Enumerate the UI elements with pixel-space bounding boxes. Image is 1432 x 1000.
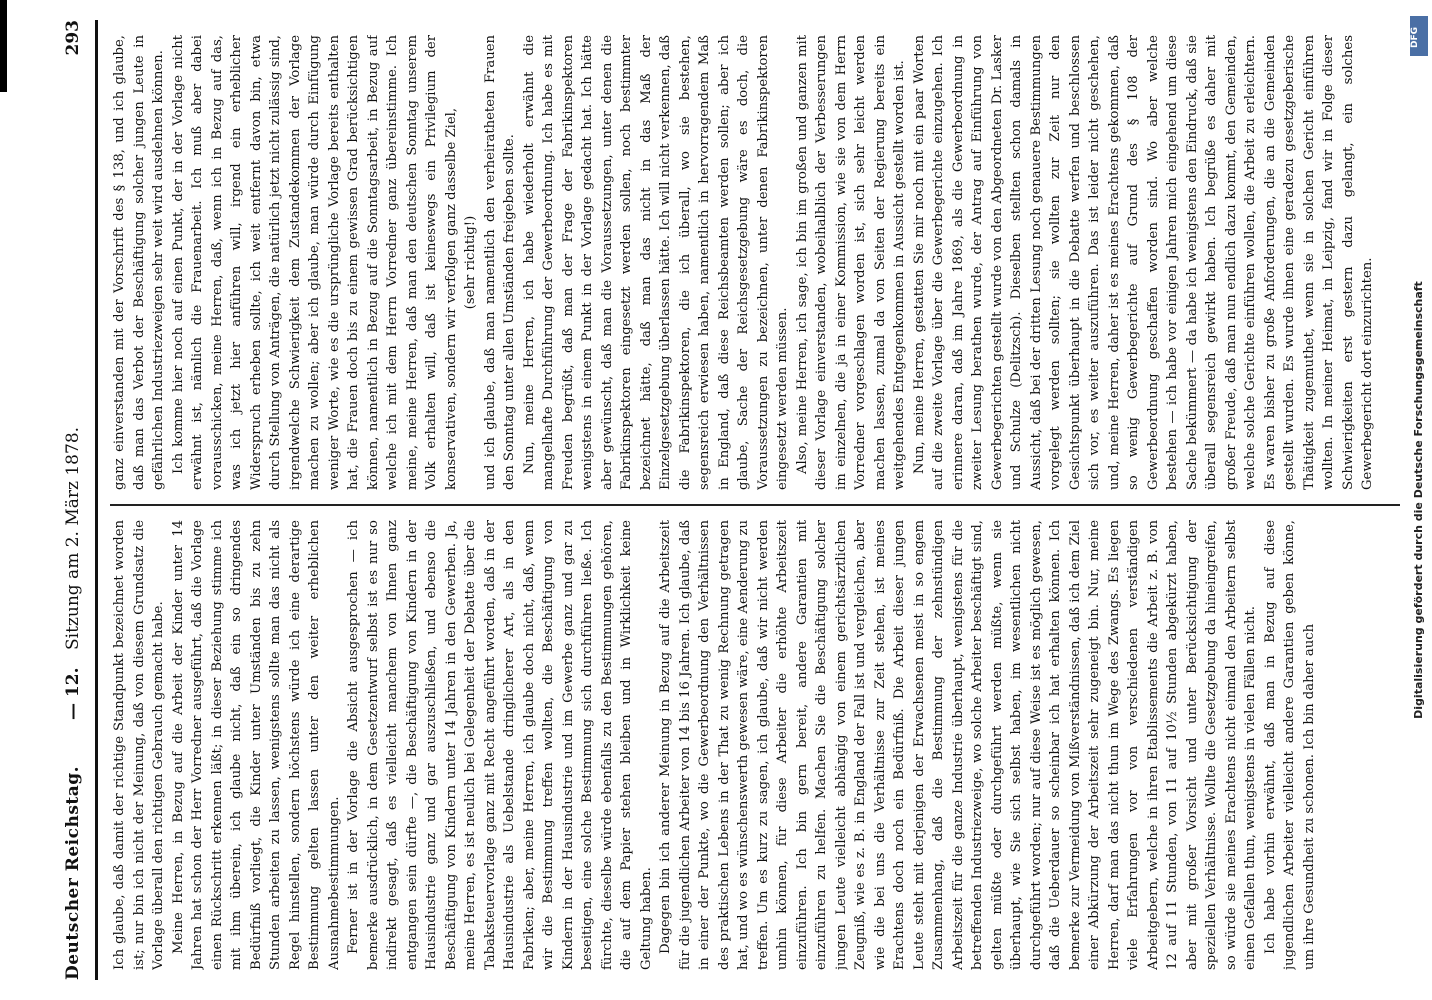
interjection: (sehr richtig!) (463, 215, 478, 310)
paragraph: ganz einverstanden mit der Vorschrift des § 138, und ich glaube, daß man das Verbot der Beschäftigung solcher jungen Leute in gefährlichen Industriezweigen sehr weit wird ausdehnen können. (112, 35, 166, 490)
digitization-credit (1410, 16, 1428, 984)
page-header (55, 20, 91, 980)
paragraph: Ich glaube, daß damit der richtige Standpunkt bezeichnet worden ist; nur bin ich nicht der Meinung, daß von diesem Grundsatz die Vorlage überall den richtigen Gebrauch gemacht habe. (112, 520, 166, 970)
paragraph: Also, meine Herren, ich sage, ich bin im großen und ganzen mit dieser Vorlage einverstanden, wobeihalblich der Verbesserungen im einzelnen, die ja in einer Kommission, wie sie von dem Herrn Vorredner vorgeschlagen worden ist, sich sehr leicht werden machen lassen, zumal da von Seiten der Regierung bereits ein weitgehendes Entgegenkommen in Aussicht gestellt worden ist. (794, 35, 907, 490)
paragraph: und ich glaube, daß man namentlich den verheiratheten Frauen den Sonntag unter allen Umständen freigeben sollte. (482, 35, 517, 490)
paragraph: Nun, meine Herren, gestatten Sie mir noch mit ein paar Worten auf die zweite Vorlage über die Gewerbegerichte einzugehen. Ich erinnere daran, daß im Jahre 1869, als die Gewerbeordnung in zweiter Lesung berathen wurde, der Antrag auf Einführung von Gewerbegerichten gestellt wurde von den Abgeordneten Dr. Lasker und Schulze (Delitzsch). Dieselben stellten schon damals in Aussicht, daß bei der dritten Lesung noch genauere Bestimmungen vorgelegt werden sollten; sie wollten zur Zeit nur den Gesichtspunkt überhaupt in die Debatte werfen und beschlossen sich vor, es weiter auszuführen. Das ist leider nicht geschehen, und, meine Herren, daher ist es meines Erachtens gekommen, daß so wenig Gewerbegerichte auf Grund des § 108 der Gewerbeordnung geschaffen worden sind. Wo aber welche bestehen — ich habe vor einigen Jahren mich eingehend um diese Sache bekümmert — da habe ich wenigstens den Eindruck, daß sie überall segensreich gewirkt haben. Ich begrüße es daher mit großer Freude, daß man nun endlich dazu kommt, den Gemeinden, welche solche Gerichte einführen wollen, die Arbeit zu erleichtern. Es waren bisher zu große Anforderungen, die an die Gemeinden gestellt wurden. Es wurde ihnen eine geradezu gesetzgeberische Thätigkeit zugemuthet, wenn sie in solchen Gericht einführen wollten. In meiner Heimat, in Leipzig, fand wir in Folge dieser Schwierigkeiten erst gestern dazu gelangt, ein solches Gewerbegericht dort einzurichten. (911, 35, 1375, 490)
scan-edge (0, 0, 7, 92)
paragraph: Dagegen bin ich anderer Meinung in Bezug auf die Arbeitszeit für die jugendlichen Arbeiter von 14 bis 16 Jahren. Ich glaube, daß in einer der Punkte, wo die Gewerbeordnung den Verhältnissen des praktischen Lebens in der That zu wenig Rechnung getragen hat, und wo es wünschenswerth gewesen wäre, eine Aenderung zu treffen. Um es kurz zu sagen, ich glaube, daß wir nicht werden umhin können, für diese Arbeiter die erhöhte Arbeitszeit einzuführen. Ich bin gern bereit, andere Garantien mit einzuführen zu helfen. Machen Sie die Beschäftigung solcher jungen Leute vielleicht abhängig von einem gerichtsärztlichen Zeugniß, wie es z. B. in England der Fall ist und vergleichen, aber wie die bei uns die Verhältnisse zur Zeit stehen, ist meines Erachtens doch noch ein Bedürfniß. Die Arbeit dieser jungen Leute steht mit derjenigen der Erwachsenen meist in so engem Zusammenhang, daß die Bestimmung der zehnstündigen Arbeitszeit für die ganze Industrie überhaupt, wenigstens für die betreffenden Industriezweige, wo solche Arbeiter beschäftigt sind, gelten müßte oder durchgeführt werden müßte, wenn sie überhaupt, wie Sie sich selbst haben, im wesentlichen nicht durchgeführt worden; nur auf diese Weise ist es möglich gewesen, daß die Ueberdauer so scheinbar ich hat erhalten können. Ich bemerke zur Vermeidung von Mißverständnissen, daß ich dem Ziel einer Abkürzung der Arbeitszeit sehr zugeneigt bin. Nur, meine Herren, darf man das nicht thun im Wege des Zwangs. Es liegen viele Erfahrungen vor von verschiedenen verständigen Arbeitgebern, welche in ihren Etablissements die Arbeit z. B. von 12 auf 11 Stunden, von 11 auf 10½ Stunden abgekürzt haben, aber mit großer Vorsicht und unter Berücksichtigung der speziellen Verhältnisse. Wollte die Gesetzgebung da hineingreifen, so würde sie meines Erachtens nicht einmal den Arbeitern selbst einen Gefallen thun, wenigstens in vielen Fällen nicht. (658, 520, 1258, 970)
paragraph: Nun, meine Herren, ich habe wiederholt erwähnt die mangelhafte Durchführung der Gewerbeordnung. Ich habe es mit Freuden begrüßt, daß man der Frage der Fabrikinspektoren wenigstens in einem Punkt in der Vorlage gedacht hat. Ich hätte aber gewünscht, daß man die Voraussetzungen, unter denen die Fabrikinspektoren eingesetzt werden sollen, noch bestimmter bezeichnet hätte, daß man das nicht in das Maß der Einzelgesetzgebung überlassen hätte. Ich will nicht verkennen, daß die Fabrikinspektoren, die ich überall, wo sie bestehen, segensreich erwiesen haben, namentlich in hervorragendem Maß in England, daß diese Reichsbeamten werden sollen; aber ich glaube, Sache der Reichsgesetzgebung wäre es doch, die Voraussetzungen zu bezeichnen, unter denen Fabrikinspektoren eingesetzt werden müssen. (521, 35, 790, 490)
paragraph: Ich habe vorhin erwähnt, daß man in Bezug auf diese jugendlichen Arbeiter vielleicht andere Garantien geben könne, um ihre Gesundheit zu schonen. Ich bin daher auch (1262, 520, 1317, 970)
header-title: Deutscher Reichstag. (63, 765, 83, 980)
dfg-logo: DFG (1410, 16, 1428, 56)
paragraph: Ferner ist in der Vorlage die Absicht ausgesprochen — ich bemerke ausdrücklich, in dem Gesetzentwurf selbst ist es nur so indirekt gesagt, daß es vielleicht manchem von Ihnen ganz entgangen sein dürfte —, die Beschäftigung von Kindern in der Hausindustrie ganz und gar auszuschließen, und ebenso die Beschäftigung von Kindern unter 14 Jahren in den Gewerben. Ja, meine Herren, es ist neulich bei Gelegenheit der Debatte über die Tabaksteuervorlage ganz mit Recht angeführt worden, daß in der Hausindustrie als Uebelstande dringlicherer Art, als in den Fabriken; aber, meine Herren, ich glaube doch nicht, daß, wenn wir die Bestimmung treffen wollten, die Beschäftigung von Kindern in der Hausindustrie und im Gewerbe ganz und gar zu beseitigen, eine solche Bestimmung sich durchführen ließe. Ich fürchte, dieselbe würde ebenfalls zu den Bestimmungen gehören, die auf dem Papier stehen bleiben und in Wirklichkeit keine Geltung haben. (346, 520, 654, 970)
credit-text: Digitalisierung gefördert durch die Deutsche Forschungsgemeinschaft (1412, 281, 1425, 719)
column-divider (110, 504, 1400, 506)
header-rule (95, 20, 98, 980)
header-separator: — 12. (63, 667, 83, 720)
header-session: Sitzung am 2. März 1878. (63, 426, 83, 650)
paragraph: Ich komme hier noch auf einen Punkt, der in der Vorlage nicht erwähnt ist, nämlich die Frauenarbeit. Ich muß aber dabei vorausschicken, meine Herren, daß, wenn ich in Bezug auf das, was ich jetzt hier anführen will, irgend ein erheblicher Widerspruch erheben sollte, ich weit entfernt davon bin, etwa durch Stellung von Anträgen, die natürlich jetzt nicht zulässig sind, irgendwelche Schwierigkeit dem Zustandekommen der Vorlage machen zu wollen; aber ich glaube, man würde durch Einfügung weniger Worte, wie es die ursprüngliche Vorlage bereits enthalten hat, die Frauen doch bis zu einem gewissen Grad berücksichtigen können, namentlich in Bezug auf die Sonntagsarbeit, in Bezug auf welche ich mit dem Herrn Vorredner ganz übereinstimme. Ich meine, meine Herren, daß man den deutschen Sonntag unserem Volk erhalten will, daß ist keineswegs ein Privilegium der konservativen, sondern wir verfolgen ganz dasselbe Ziel, (170, 35, 459, 490)
page-number: 293 (63, 20, 83, 56)
text-column-2 (110, 35, 1410, 490)
paragraph: Meine Herren, in Bezug auf die Arbeit der Kinder unter 14 Jahren hat schon der Herr Vorredner ausgeführt, daß die Vorlage einen Rückschritt erkennen läßt; in dieser Beziehung stimme ich mit ihm überein, ich glaube nicht, daß ein so dringendes Bedürfniß vorliegt, die Kinder unter Umständen bis zu zehn Stunden arbeiten zu lassen, wenigstens sollte man das nicht als Regel hinstellen, sondern höchstens würde ich eine derartige Bestimmung gelten lassen unter den weiter erheblichen Ausnahmebestimmungen. (170, 520, 342, 970)
text-column-1 (110, 520, 1410, 970)
